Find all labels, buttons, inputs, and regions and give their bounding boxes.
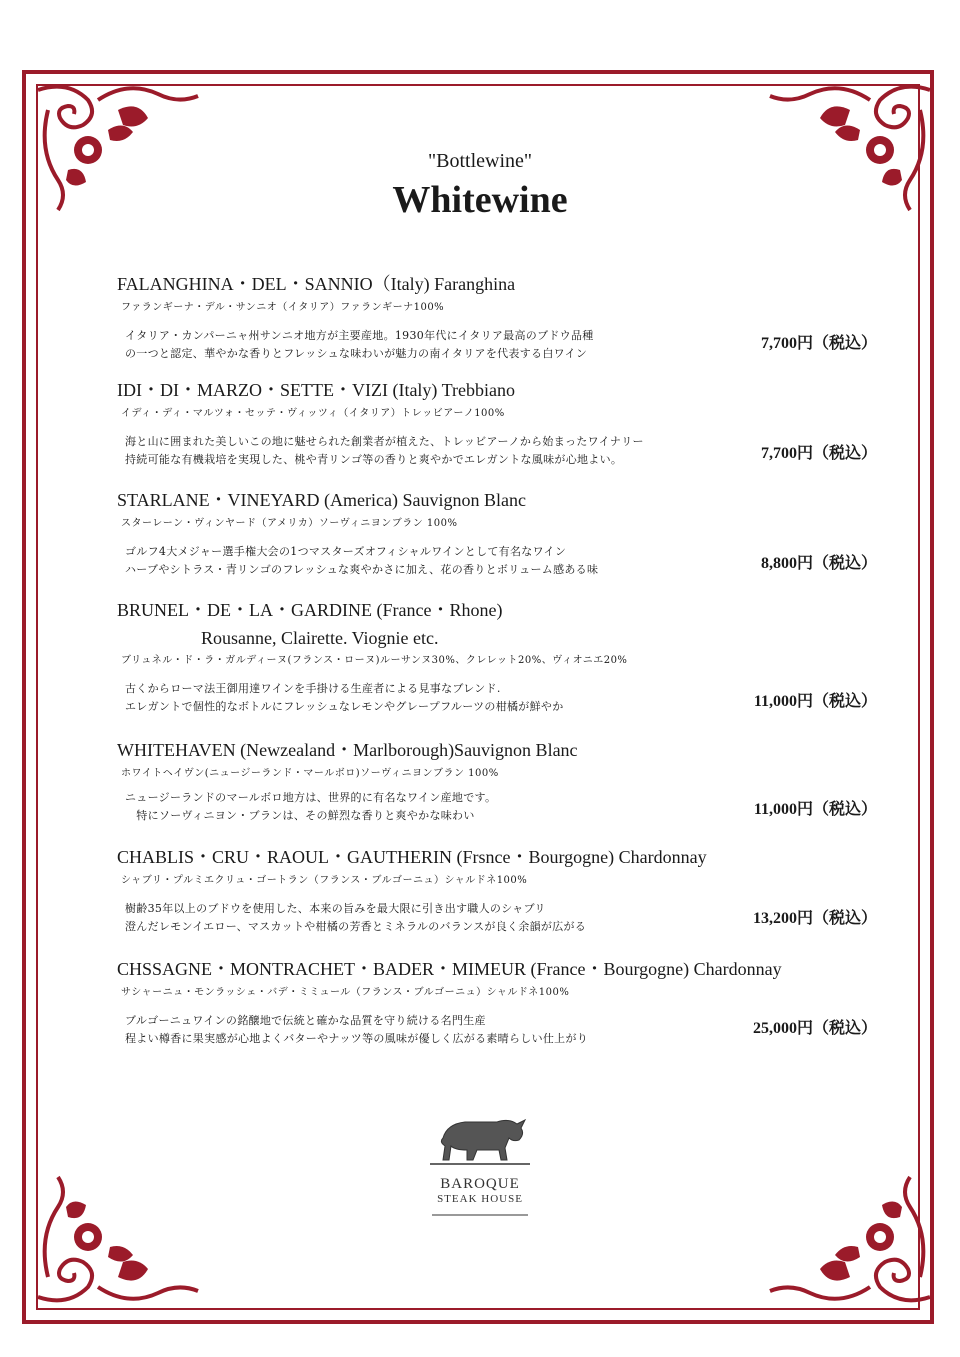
wine-price: 11,000円（税込） <box>753 693 877 710</box>
wine-name: CHABLIS・CRU・RAOUL・GAUTHERIN (Frsnce・Bourgogne) Chardonnay <box>117 847 707 867</box>
wine-description-line: ニュージーランドのマールボロ地方は、世界的に有名なワイン産地です。 <box>125 791 497 804</box>
wine-name: BRUNEL・DE・LA・GARDINE (France・Rhone) <box>117 600 503 620</box>
wine-name: WHITEHAVEN (Newzealand・Marlborough)Sauvignon Blanc <box>117 740 578 760</box>
wine-item <box>117 843 877 936</box>
wine-kana: ホワイトヘイヴン(ニュージーランド・マールボロ)ソーヴィニヨンブラン 100% <box>121 768 499 779</box>
wine-item <box>117 736 877 825</box>
wine-price: 25,000円（税込） <box>752 1020 877 1037</box>
wine-description-line: 程よい樽香に果実感が心地よくバターやナッツ等の風味が優しく広がる素晴らしい仕上がり <box>125 1032 589 1045</box>
wine-price: 7,700円（税込） <box>760 445 877 462</box>
wine-price: 7,700円（税込） <box>760 335 877 352</box>
wine-kana: スターレーン・ヴィンヤード（アメリカ）ソーヴィニヨンブラン 100% <box>121 518 458 529</box>
wine-price: 11,000円（税込） <box>753 801 877 818</box>
wine-description-line: 澄んだレモンイエロー、マスカットや柑橘の芳香とミネラルのバランスが良く余韻が広がる <box>125 920 587 933</box>
wine-description-line: ハーブやシトラス・青リンゴのフレッシュな爽やかさに加え、花の香りとボリューム感ある味 <box>125 563 599 576</box>
wine-description-line: エレガントで個性的なボトルにフレッシュなレモンやグレープフルーツの柑橘が鮮やか <box>125 700 564 713</box>
ornament-bottom-right-icon <box>750 1167 940 1317</box>
wine-description-line: 特にソーヴィニヨン・ブランは、その鮮烈な香りと爽やかな味わい <box>125 809 475 822</box>
wine-price: 13,200円（税込） <box>752 910 877 927</box>
wine-item <box>117 486 877 579</box>
wine-grapes: Rousanne, Clairette. Viognie etc. <box>201 628 439 648</box>
wine-item <box>117 596 877 716</box>
wine-kana: シャブリ・プルミエクリュ・ゴートラン（フランス・ブルゴーニュ）シャルドネ100% <box>121 875 528 886</box>
wine-name: STARLANE・VINEYARD (America) Sauvignon Blanc <box>117 490 526 510</box>
wine-item <box>117 376 877 469</box>
ornament-bottom-left-icon <box>28 1167 218 1317</box>
wine-name: IDI・DI・MARZO・SETTE・VIZI (Italy) Trebbiano <box>117 380 515 400</box>
wine-name: FALANGHINA・DEL・SANNIO（Italy) Faranghina <box>117 274 516 294</box>
restaurant-logo <box>420 1108 540 1224</box>
wine-kana: イディ・ディ・マルツォ・セッテ・ヴィッツィ（イタリア）トレッビアーノ100% <box>121 408 505 419</box>
wine-kana: ファランギーナ・デル・サンニオ（イタリア）ファランギーナ100% <box>121 302 445 313</box>
wine-description-line: 持続可能な有機栽培を実現した、桃や青リンゴ等の香りと爽やかでエレガントな風味が心地よい。 <box>125 453 623 466</box>
wine-description-line: ブルゴーニュワインの銘醸地で伝統と確かな品質を守り続ける名門生産 <box>125 1014 486 1027</box>
wine-price: 8,800円（税込） <box>760 555 877 572</box>
wine-description-line: 海と山に囲まれた美しいこの地に魅せられた創業者が植えた、トレッビアーノから始まったワイナリー <box>125 435 644 448</box>
menu-title: Whitewine <box>392 179 568 221</box>
logo-name: BAROQUE <box>440 1176 520 1192</box>
menu-subtitle: "Bottlewine" <box>427 150 533 172</box>
bull-logo-icon <box>425 1108 535 1170</box>
wine-item <box>117 270 877 363</box>
wine-kana: サシャーニュ・モンラッシェ・バデ・ミミュール（フランス・ブルゴーニュ）シャルドネ100% <box>121 987 570 998</box>
wine-description-line: イタリア・カンパーニャ州サンニオ地方が主要産地。1930年代にイタリア最高のブドウ品種 <box>125 329 594 342</box>
wine-description-line: 樹齢35年以上のブドウを使用した、本来の旨みを最大限に引き出す職人のシャブリ <box>125 902 546 915</box>
wine-description-line: の一つと認定、華やかな香りとフレッシュな味わいが魅力の南イタリアを代表する白ワイン <box>125 347 588 360</box>
wine-kana: ブリュネル・ド・ラ・ガルディーヌ(フランス・ローヌ)ルーサンヌ30%、クレレット20%、ヴィオニエ20% <box>121 655 628 666</box>
wine-item <box>117 955 877 1048</box>
wine-name: CHSSAGNE・MONTRACHET・BADER・MIMEUR (France・Bourgogne) Chardonnay <box>117 959 782 979</box>
wine-description-line: 古くからローマ法王御用達ワインを手掛ける生産者による見事なブレンド. <box>125 682 501 695</box>
wine-description-line: ゴルフ4大メジャー選手権大会の1つマスターズオフィシャルワインとして有名なワイン <box>125 545 567 558</box>
logo-subname: STEAK HOUSE <box>437 1193 523 1205</box>
divider-icon <box>430 1210 530 1220</box>
